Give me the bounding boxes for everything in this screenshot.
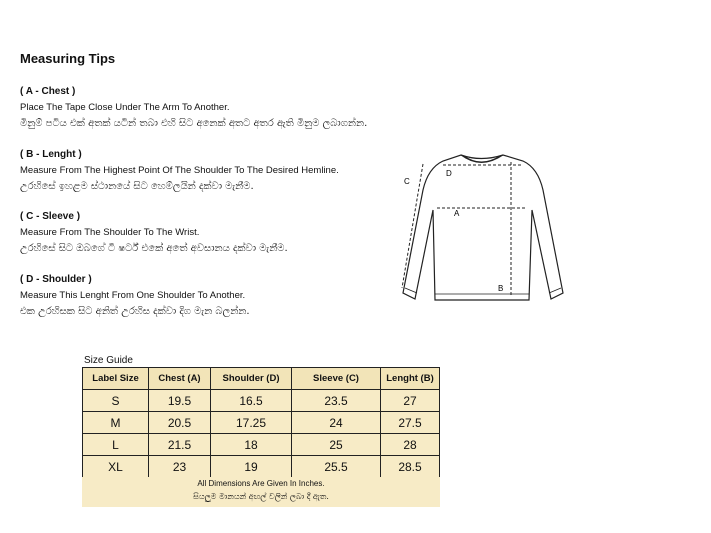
table-cell: XL bbox=[83, 456, 149, 478]
table-row bbox=[83, 390, 440, 412]
size-guide-label: Size Guide bbox=[84, 355, 133, 366]
column-header: Label Size bbox=[83, 368, 149, 390]
diagram-label-d: D bbox=[446, 169, 452, 178]
diagram-label-c: C bbox=[404, 177, 410, 186]
table-cell: 19 bbox=[211, 456, 292, 478]
size-guide-note bbox=[82, 477, 440, 507]
table-cell: 18 bbox=[211, 434, 292, 456]
table-cell: 28 bbox=[381, 434, 440, 456]
section-heading: ( B - Lenght ) bbox=[20, 149, 82, 160]
table-cell: 23.5 bbox=[292, 390, 381, 412]
section-desc-si: උරහිසේ ඉහළම ස්ථානයේ සිට හෙම්ලයින් දක්වා මැනීම. bbox=[20, 181, 254, 192]
table-cell: 24 bbox=[292, 412, 381, 434]
table-cell: 19.5 bbox=[149, 390, 211, 412]
table-row bbox=[83, 434, 440, 456]
table-cell: 17.25 bbox=[211, 412, 292, 434]
section-chest bbox=[20, 84, 367, 132]
table-cell: 25.5 bbox=[292, 456, 381, 478]
column-header: Lenght (B) bbox=[381, 368, 440, 390]
diagram-label-a: A bbox=[454, 209, 460, 218]
section-desc-si: මිනුම් පටිය එක් අතක් යටින් තබා එහි සිට අනෙක් අතට අතර ඇති මිනුම ලබාගන්න. bbox=[20, 118, 368, 129]
section-desc-en: Measure This Lenght From One Shoulder To Another. bbox=[20, 290, 246, 301]
tshirt-diagram bbox=[393, 148, 573, 308]
column-header: Chest (A) bbox=[149, 368, 211, 390]
table-row bbox=[83, 456, 440, 478]
tshirt-outline bbox=[403, 155, 563, 300]
table-cell: 27.5 bbox=[381, 412, 440, 434]
table-header-row bbox=[83, 368, 440, 390]
table-cell: 16.5 bbox=[211, 390, 292, 412]
section-heading: ( D - Shoulder ) bbox=[20, 274, 92, 285]
table-cell: 27 bbox=[381, 390, 440, 412]
table-cell: 23 bbox=[149, 456, 211, 478]
note-en: All Dimensions Are Given In Inches. bbox=[197, 479, 325, 488]
table-cell: 21.5 bbox=[149, 434, 211, 456]
table-cell: M bbox=[83, 412, 149, 434]
section-heading: ( C - Sleeve ) bbox=[20, 211, 81, 222]
table-cell: 28.5 bbox=[381, 456, 440, 478]
table-row bbox=[83, 412, 440, 434]
table-cell: S bbox=[83, 390, 149, 412]
table-cell: 25 bbox=[292, 434, 381, 456]
column-header: Sleeve (C) bbox=[292, 368, 381, 390]
section-desc-si: උරහිසේ සිට ඔබගේ ටී ෂර්ට් එකේ අතේ අවසානය දක්වා මැනීම. bbox=[20, 243, 288, 254]
column-header: Shoulder (D) bbox=[211, 368, 292, 390]
table-cell: 20.5 bbox=[149, 412, 211, 434]
size-guide-table bbox=[82, 367, 440, 478]
section-desc-en: Place The Tape Close Under The Arm To Another. bbox=[20, 102, 230, 113]
section-heading: ( A - Chest ) bbox=[20, 86, 76, 97]
page-title: Measuring Tips bbox=[20, 51, 116, 66]
section-desc-si: එක උරහිසක සිට අනිත් උරහිස දක්වා දිග මැන බලන්න. bbox=[20, 306, 250, 317]
section-shoulder bbox=[20, 272, 250, 320]
section-desc-en: Measure From The Shoulder To The Wrist. bbox=[20, 227, 200, 238]
section-desc-en: Measure From The Highest Point Of The Shoulder To The Desired Hemline. bbox=[20, 165, 339, 176]
note-si: සියලුම මානයන් අඟල් වලින් ලබා දී ඇත. bbox=[193, 492, 329, 501]
table-cell: L bbox=[83, 434, 149, 456]
section-sleeve bbox=[20, 209, 288, 257]
section-length bbox=[20, 147, 339, 195]
diagram-label-b: B bbox=[498, 284, 504, 293]
